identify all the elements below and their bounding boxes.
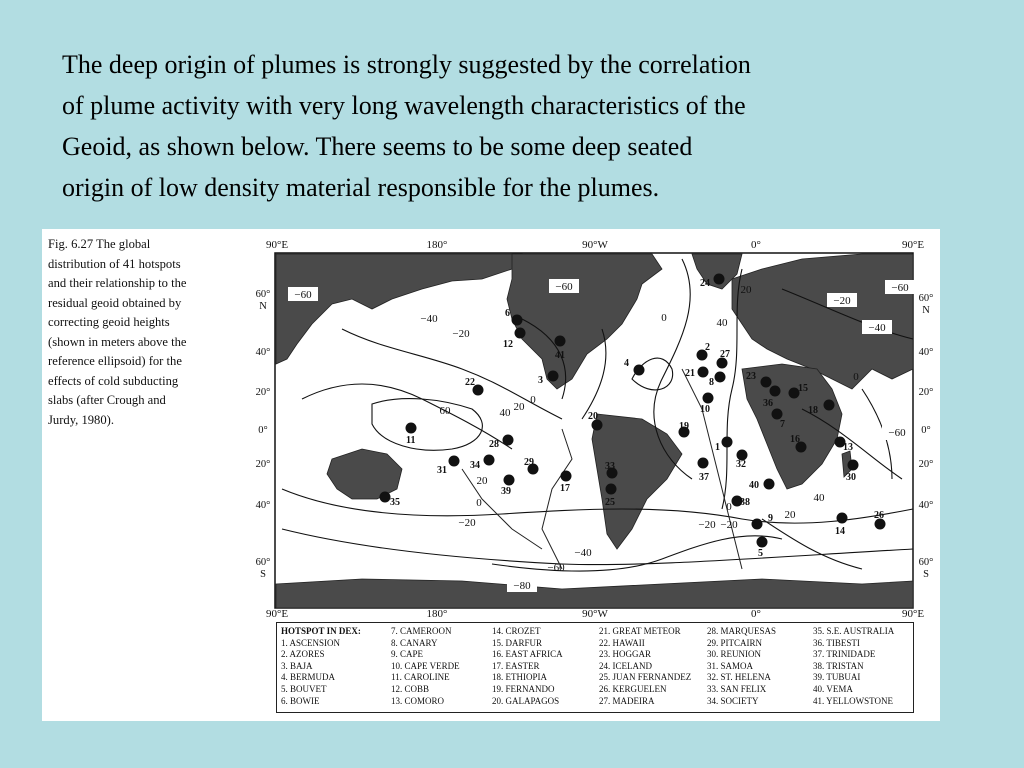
- hotspot-17: [560, 471, 572, 495]
- svg-text:10: 10: [700, 404, 710, 415]
- legend-entry: 17. EASTER: [492, 660, 540, 671]
- svg-text:12: 12: [503, 339, 513, 350]
- svg-text:7: 7: [780, 419, 785, 430]
- svg-text:32: 32: [736, 459, 746, 470]
- svg-text:2: 2: [705, 342, 710, 353]
- legend-entry: 38. TRISTAN: [813, 660, 864, 671]
- intro-line: of plume activity with very long wavelength characteristics of the: [62, 91, 746, 120]
- longitude-label: 90°E: [901, 239, 925, 251]
- svg-text:33: 33: [605, 461, 615, 472]
- latitude-label: [256, 289, 271, 312]
- svg-text:1: 1: [715, 442, 720, 453]
- caption-line: Jurdy, 1980).: [48, 412, 114, 427]
- svg-text:11: 11: [406, 435, 416, 446]
- legend-entry: 31. SAMOA: [707, 660, 754, 671]
- svg-text:14: 14: [835, 526, 845, 537]
- latitude-line: 60°: [255, 557, 271, 568]
- legend-entry: 5. BOUVET: [281, 683, 327, 694]
- contour-value-label: −60: [891, 282, 909, 294]
- longitude-label: 90°W: [582, 608, 608, 620]
- svg-text:27: 27: [720, 349, 730, 360]
- longitude-label: 90°E: [265, 608, 289, 620]
- legend-entry: 2. AZORES: [281, 649, 325, 660]
- contour-value-label: −20: [720, 519, 738, 531]
- latitude-label: [919, 557, 934, 580]
- contour-value-label: 0: [853, 371, 859, 383]
- longitude-label: 90°W: [582, 239, 608, 251]
- contour-value-label: 0: [476, 497, 482, 509]
- legend-column: [281, 626, 361, 707]
- legend-entry: 18. ETHIOPIA: [492, 672, 547, 683]
- svg-text:21: 21: [685, 368, 695, 379]
- legend-entry: 25. JUAN FERNANDEZ: [599, 672, 692, 683]
- legend-entry: 23. HOGGAR: [599, 649, 652, 660]
- latitude-label: [919, 293, 934, 316]
- legend-column: [813, 626, 894, 707]
- legend-entry: 39. TUBUAI: [813, 672, 861, 683]
- legend-entry: 13. COMORO: [391, 695, 445, 706]
- longitude-label: 0°: [751, 239, 761, 251]
- hotspot-legend: [276, 622, 914, 713]
- contour-value-label: −60: [888, 427, 906, 439]
- latitude-line: 60°: [918, 557, 934, 568]
- contour-value-label: −60: [547, 562, 565, 574]
- legend-entry: 27. MADEIRA: [599, 695, 655, 706]
- caption-line: Fig. 6.27 The global: [48, 237, 151, 251]
- hotspot-26: [874, 510, 886, 530]
- contour-value-label: 20: [784, 509, 796, 521]
- svg-text:19: 19: [679, 421, 689, 432]
- svg-text:24: 24: [700, 278, 710, 289]
- contour-value-label: 40: [716, 317, 728, 329]
- legend-entry: 9. CAPE: [391, 649, 424, 660]
- legend-entry: 21. GREAT METEOR: [599, 626, 681, 636]
- caption-line: (shown in meters above the: [48, 334, 187, 349]
- contour-value-label: 0: [726, 501, 732, 513]
- legend-column: [599, 626, 691, 707]
- contour-value-label: −20: [698, 519, 716, 531]
- caption-line: residual geoid obtained by: [48, 295, 182, 310]
- legend-entry: 37. TRINIDADE: [813, 649, 876, 660]
- svg-text:30: 30: [846, 472, 856, 483]
- legend-entry: 24. ICELAND: [599, 660, 652, 671]
- svg-text:17: 17: [560, 483, 570, 494]
- latitude-label: 20°: [918, 387, 934, 398]
- latitude-label: 40°: [918, 347, 934, 358]
- hotspot-19: [679, 421, 690, 438]
- longitude-label: 90°E: [265, 239, 289, 251]
- svg-text:3: 3: [538, 375, 543, 386]
- contour-value-label: 0: [530, 394, 536, 406]
- latitude-line: N: [922, 305, 930, 316]
- bottom-longitude-labels: [266, 608, 924, 620]
- latitude-label: 20°: [918, 459, 934, 470]
- contour-value-label: −20: [458, 517, 476, 529]
- legend-entry: 10. CAPE VERDE: [391, 660, 460, 671]
- left-latitude-labels: [256, 289, 271, 580]
- latitude-line: 60°: [255, 289, 271, 300]
- legend-entry: 15. DARFUR: [492, 637, 543, 648]
- contour-value-label: −40: [420, 313, 438, 325]
- svg-text:15: 15: [798, 383, 808, 394]
- contour-value-label: 60: [439, 405, 451, 417]
- contour-value-label: 20: [513, 401, 525, 413]
- latitude-label: [256, 557, 271, 580]
- legend-column: [391, 626, 460, 707]
- legend-entry: 8. CANARY: [391, 637, 438, 648]
- contour-value-label: −60: [555, 281, 573, 293]
- legend-title: HOTSPOT IN DEX:: [281, 626, 361, 636]
- legend-entry: 4. BERMUDA: [281, 672, 336, 683]
- latitude-label: 40°: [918, 500, 934, 511]
- legend-entry: 40. VEMA: [813, 683, 853, 694]
- legend-entry: 7. CAMEROON: [391, 626, 452, 636]
- contour-value-label: −40: [574, 547, 592, 559]
- contour-value-label: −60: [294, 289, 312, 301]
- svg-text:40: 40: [749, 480, 759, 491]
- legend-entry: 1. ASCENSION: [281, 637, 341, 648]
- svg-text:4: 4: [624, 358, 629, 369]
- latitude-label: 20°: [255, 387, 271, 398]
- svg-text:5: 5: [758, 548, 763, 559]
- contour-value-label: 0: [661, 312, 667, 324]
- svg-text:23: 23: [746, 371, 756, 382]
- svg-text:22: 22: [465, 377, 475, 388]
- latitude-line: S: [923, 569, 929, 580]
- svg-text:6: 6: [505, 308, 510, 319]
- svg-text:41: 41: [555, 350, 565, 361]
- contour-value-label: 40: [813, 492, 825, 504]
- latitude-label: 40°: [255, 500, 271, 511]
- intro-line: Geoid, as shown below. There seems to be some deep seated: [62, 132, 693, 161]
- legend-entry: 29. PITCAIRN: [707, 637, 763, 648]
- contour-value-label: 20: [476, 475, 488, 487]
- legend-entry: 19. FERNANDO: [492, 683, 555, 694]
- caption-line: correcting geoid heights: [48, 315, 170, 329]
- legend-entry: 14. CROZET: [492, 626, 541, 636]
- legend-entry: 35. S.E. AUSTRALIA: [813, 626, 895, 636]
- latitude-line: 60°: [918, 293, 934, 304]
- legend-entry: 6. BOWIE: [281, 695, 320, 706]
- legend-column: [492, 626, 563, 707]
- latitude-line: S: [260, 569, 266, 580]
- longitude-label: 0°: [751, 608, 761, 620]
- caption-line: slabs (after Crough and: [48, 393, 166, 407]
- caption-line: reference ellipsoid) for the: [48, 354, 182, 368]
- contour-value-label: 20: [740, 284, 752, 296]
- svg-text:31: 31: [437, 465, 447, 476]
- legend-entry: 33. SAN FELIX: [707, 683, 767, 694]
- svg-text:34: 34: [470, 460, 480, 471]
- svg-text:18: 18: [808, 405, 818, 416]
- svg-text:36: 36: [763, 398, 773, 409]
- longitude-label: 90°E: [901, 608, 925, 620]
- contour-value-label: 40: [499, 407, 511, 419]
- hotspot-11: [406, 423, 417, 447]
- legend-entry: 36. TIBESTI: [813, 637, 860, 648]
- legend-entry: 32. ST. HELENA: [707, 672, 771, 683]
- top-longitude-labels: [266, 239, 924, 251]
- legend-column: [707, 626, 776, 707]
- latitude-label: 20°: [255, 459, 271, 470]
- legend-entry: 41. YELLOWSTONE: [813, 695, 893, 706]
- svg-text:39: 39: [501, 486, 511, 497]
- svg-text:28: 28: [489, 439, 499, 450]
- intro-line: The deep origin of plumes is strongly suggested by the correlation: [62, 50, 751, 79]
- svg-text:9: 9: [768, 513, 773, 524]
- legend-entry: 30. REUNION: [707, 649, 761, 660]
- contour-value-label: −20: [452, 328, 470, 340]
- contour-value-label: −40: [868, 322, 886, 334]
- svg-text:35: 35: [390, 497, 400, 508]
- latitude-line: N: [259, 301, 267, 312]
- legend-entry: 16. EAST AFRICA: [492, 649, 563, 660]
- hotspot-32: [736, 450, 748, 471]
- caption-line: distribution of 41 hotspots: [48, 256, 181, 271]
- longitude-label: 180°: [426, 239, 448, 251]
- legend-entry: 11. CAROLINE: [391, 672, 450, 683]
- right-latitude-labels: [919, 293, 934, 580]
- svg-text:29: 29: [524, 457, 534, 468]
- legend-entry: 3. BAJA: [281, 660, 313, 671]
- intro-line: origin of low density material responsible for the plumes.: [62, 173, 660, 202]
- legend-entry: 26. KERGUELEN: [599, 683, 667, 694]
- svg-text:37: 37: [699, 472, 709, 483]
- latitude-label: 40°: [255, 347, 271, 358]
- latitude-label: 0°: [258, 425, 268, 436]
- legend-entry: 22. HAWAII: [599, 637, 645, 648]
- latitude-label: 0°: [921, 425, 931, 436]
- legend-entry: 12. COBB: [391, 683, 430, 694]
- intro-text: [62, 44, 982, 208]
- legend-entry: 20. GALAPAGOS: [492, 695, 560, 706]
- svg-text:38: 38: [740, 497, 750, 508]
- svg-text:16: 16: [790, 434, 800, 445]
- svg-text:8: 8: [709, 377, 714, 388]
- svg-text:26: 26: [874, 510, 884, 521]
- contour-value-label: −80: [513, 580, 531, 592]
- caption-line: effects of cold subducting: [48, 373, 179, 388]
- svg-text:13: 13: [843, 442, 853, 453]
- legend-entry: 28. MARQUESAS: [707, 626, 777, 636]
- longitude-label: 180°: [426, 608, 448, 620]
- contour-value-label: −20: [833, 295, 851, 307]
- svg-text:25: 25: [605, 497, 615, 508]
- figure-panel: [42, 229, 940, 721]
- caption-line: and their relationship to the: [48, 276, 187, 290]
- legend-entry: 34. SOCIETY: [707, 695, 759, 706]
- svg-text:20: 20: [588, 411, 598, 422]
